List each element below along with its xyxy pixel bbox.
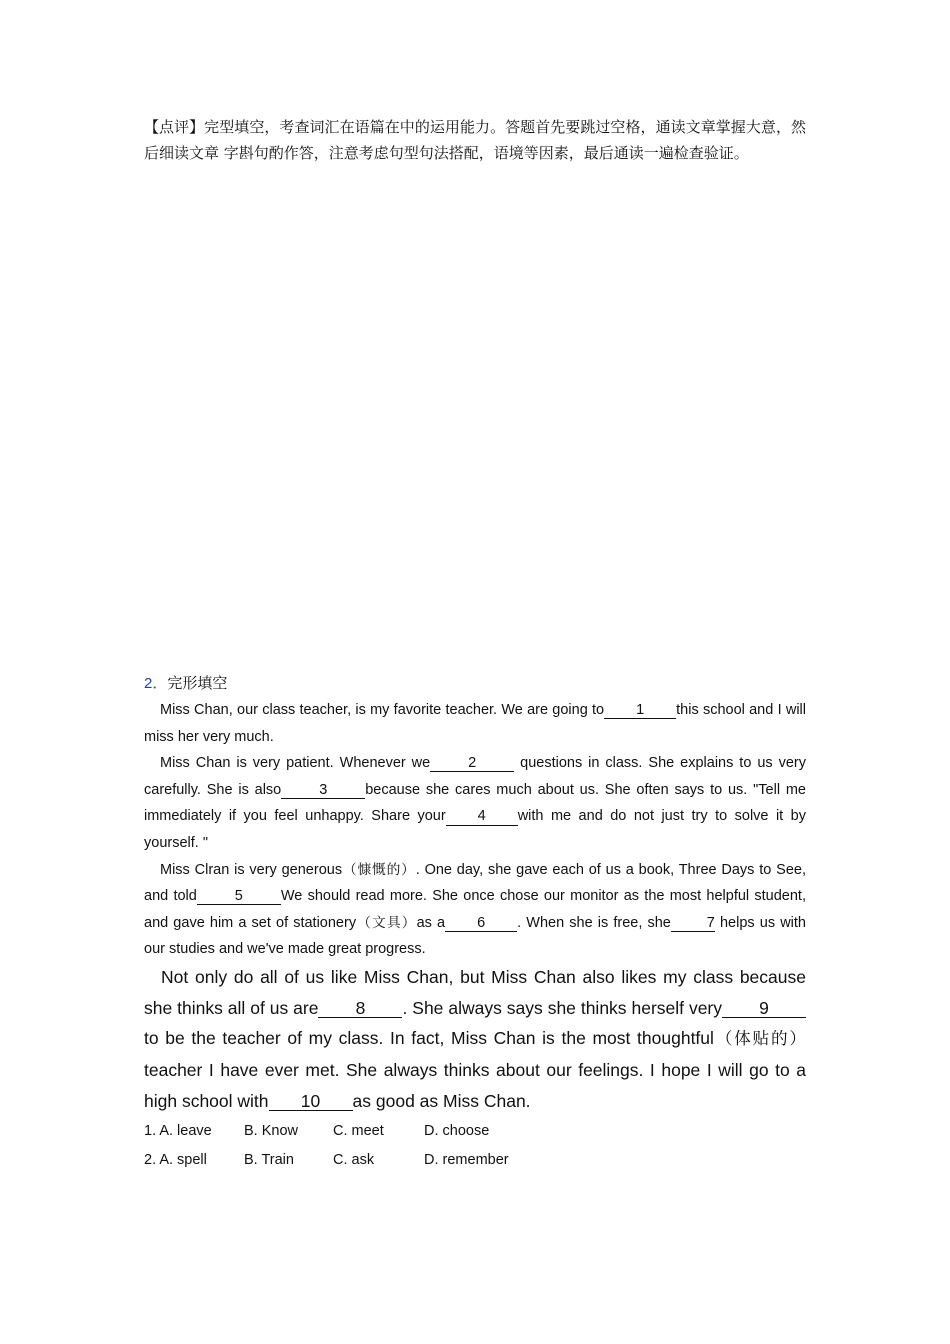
option-row-1 <box>144 1116 534 1145</box>
option-2c[interactable]: C. ask <box>333 1151 375 1168</box>
passage-paragraph-4: Not only do all of us like Miss Chan, but Miss Chan also likes my class because she thinks all of us are 8 . She always says she thinks herself very 9to be the teacher of my class. In fact, Miss Chan is the most thoughtful（体贴的） teacher I have ever met. She always thinks about our feelings. I hope I will go to a high school with 10 as good as Miss Chan. <box>144 967 806 1111</box>
option-1d[interactable]: D. choose <box>424 1122 490 1139</box>
blank-3[interactable]: 3 <box>281 783 365 799</box>
blank-10[interactable]: 10 <box>269 1092 353 1111</box>
passage <box>144 697 806 963</box>
option-1c[interactable]: C. meet <box>333 1122 384 1139</box>
comment-paragraph: 【点评】完型填空，考查词汇在语篇在中的运用能力。答题首先要跳过空格，通读文章掌握大意，然后细读文章 字斟句酌作答，注意考虑句型句法搭配，语境等因素，最后通读一遍检查验证。 <box>144 118 806 162</box>
passage-paragraph-2: Miss Chan is very patient. Whenever we 2 questions in class. She explains to us very carefully. She is also 3 because she cares much about us. She often says to us. "Tell me immediately if you feel unhappy. Share your 4 with me and do not just try to solve it by yourself. " <box>144 755 807 851</box>
question-heading <box>144 671 227 696</box>
blank-7[interactable]: 7 <box>671 916 715 932</box>
blank-8[interactable]: 8 <box>318 999 402 1018</box>
blank-6[interactable]: 6 <box>445 916 517 932</box>
question-title: 完形填空 <box>167 674 228 692</box>
answer-options <box>144 1116 534 1174</box>
option-2a[interactable]: 2. A. spell <box>144 1151 207 1168</box>
blank-4[interactable]: 4 <box>446 809 518 825</box>
option-row-2 <box>144 1145 534 1174</box>
option-2b[interactable]: B. Train <box>244 1151 294 1168</box>
passage-paragraph-3: Miss Clran is very generous（慷慨的）. One day, she gave each of us a book, Three Days to See, and told 5 We should read more. She once chose our monitor as the most helpful student, and gave him a set of stationery（文具）as a 6 . When she is free, she 7 helps us with our studies and we've made great progress. <box>144 861 807 958</box>
option-1b[interactable]: B. Know <box>244 1122 298 1139</box>
blank-1[interactable]: 1 <box>604 703 676 719</box>
passage-large <box>144 962 806 1117</box>
option-2d[interactable]: D. remember <box>424 1151 509 1168</box>
blank-9[interactable]: 9 <box>722 999 806 1018</box>
passage-paragraph-1: Miss Chan, our class teacher, is my favorite teacher. We are going to 1 this school and I will miss her very much. <box>144 702 806 745</box>
blank-2[interactable]: 2 <box>430 756 514 772</box>
question-number: 2． <box>144 675 168 692</box>
blank-5[interactable]: 5 <box>197 889 281 905</box>
option-1a[interactable]: 1. A. leave <box>144 1122 212 1139</box>
